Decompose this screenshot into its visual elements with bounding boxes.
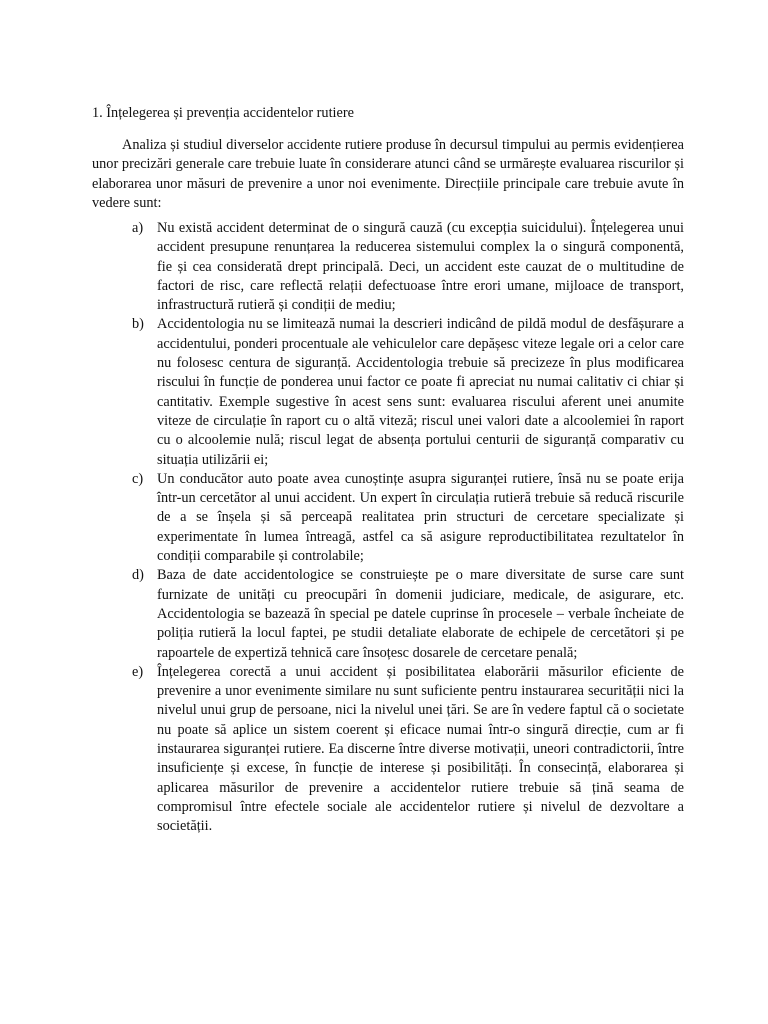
list-item-marker: e) [132,663,144,680]
list-item-text: Înțelegerea corectă a unui accident și posibilitatea elaborării măsurilor eficiente de prevenire a unor evenimente similare nu sunt suficiente pentru instaurarea securității nici la nivelul unui grup de persoane, nici la nivelul unei țări. Se are în vedere faptul că o societate nu poate să aplice un sistem coerent și eficace numai într-o singură direcție, cum ar fi instaurarea siguranței rutiere. Ea discerne între diverse motivații, uneori contradictorii, între insuficiențe și excese, în funcție de interese și posibilități. În consecință, elaborarea și aplicarea măsurilor de prevenire a accidentelor rutiere trebuie să țină seama de compromisul între efectele sociale ale accidentelor rutiere și nivelul de dezvoltare a societății. [157,663,684,835]
list-item [92,663,684,837]
list-item [92,470,684,566]
list-item-text: Un conducător auto poate avea cunoștințe asupra siguranței rutiere, însă nu se poate erija într-un cercetător al unui accident. Un expert în circulația rutieră trebuie să reducă riscurile de a se înșela și să perceapă realitatea prin structuri de cercetare specializate și experimentate în lumea întreagă, astfel ca să asigure reproductibilitatea rezultatelor în condiții comparabile și controlabile; [157,470,684,565]
section-heading: 1. Înțelegerea și prevenția accidentelor rutiere [92,105,354,121]
list-item [92,219,684,315]
intro-paragraph: Analiza și studiul diverselor accidente rutiere produse în decursul timpului au permis evidențierea unor precizări generale care trebuie luate în considerare atunci când se urmărește evaluarea riscurilor și elaborarea unor măsuri de prevenire a unor noi evenimente. Direcțiile principale care trebuie avute în vedere sunt: [92,137,684,211]
list-item-marker: d) [132,567,144,584]
list-item-text: Baza de date accidentologice se construiește pe o mare diversitate de surse care sunt furnizate de unități cu preocupări în domenii judiciare, medicale, de asigurare, etc. Accidentologia se bazează în special pe datele cuprinse în procesele – verbale încheiate de poliția rutieră la locul faptei, pe studii detaliate elaborate de echipele de cercetători și pe rapoartele de expertiză tehnică care însoțesc dosarele de cercetare penală; [157,567,684,661]
list-item-marker: a) [132,220,144,236]
list-item-text: Nu există accident determinat de o singură cauză (cu excepția suicidului). Înțelegerea unui accident presupune renunțarea la reducerea sistemului complex la o singură componentă, fie și cea considerată drept principală. Deci, un accident este cauzat de o multitudine de factori de risc, care reflectă relații defectuoase între erori umane, mijloace de transport, infrastructură rutieră și condiții de mediu; [157,220,684,314]
list-item [92,566,684,662]
list-item-marker: b) [132,316,144,333]
list-item [92,315,684,469]
directions-list [92,219,684,837]
list-item-text: Accidentologia nu se limitează numai la descrieri indicând de pildă modul de desfășurare a accidentului, ponderi procentuale ale vehiculelor care depășesc viteze legale ori a celor care nu folosesc centura de siguranță. Accidentologia trebuie să precizeze în plus modificarea riscului în funcție de ponderea unui factor ce poate fi apreciat nu numai calitativ ci chiar și cantitativ. Exemple sugestive în acest sens sunt: evaluarea riscului aferent unei anumite viteze de circulație în raport cu o altă viteză; riscul unei valori date a alcoolemiei în raport cu o alcoolemie nulă; riscul legat de absența portului centurii de siguranță comparativ cu situația utilizării ei; [157,316,684,468]
list-item-marker: c) [132,470,144,487]
